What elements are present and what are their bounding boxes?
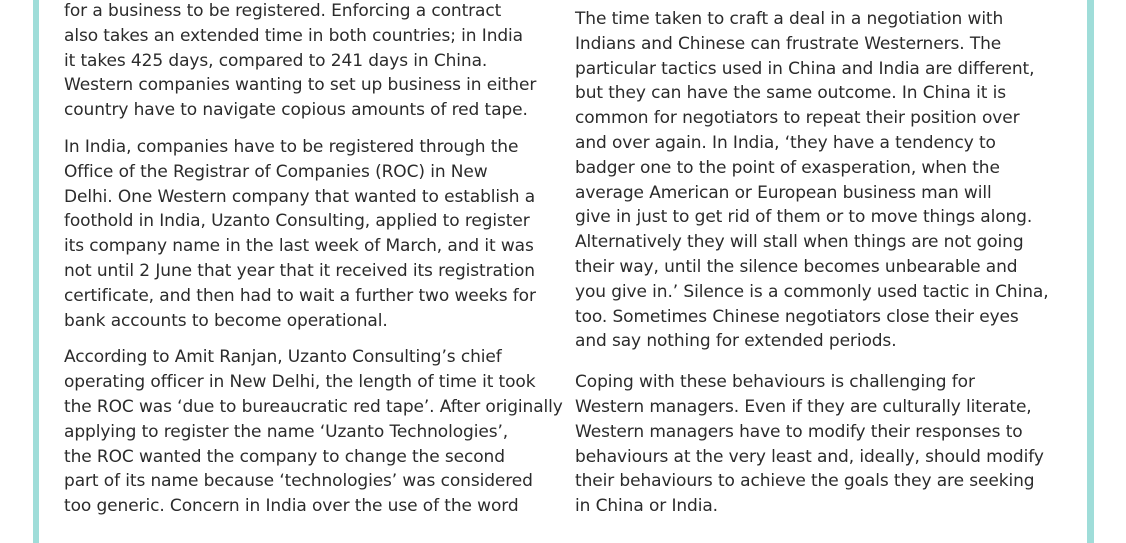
text-line: you give in.’ Silence is a commonly used tactic in China, — [575, 281, 1049, 302]
text-line: the ROC was ‘due to bureaucratic red tape’. After originally — [64, 396, 563, 417]
text-line: Office of the Registrar of Companies (ROC) in New — [64, 161, 488, 182]
text-line: behaviours at the very least and, ideally, should modify — [575, 446, 1044, 467]
paragraph — [64, 345, 563, 519]
text-line: According to Amit Ranjan, Uzanto Consulting’s chief — [64, 347, 502, 368]
text-line: The time taken to craft a deal in a negotiation with — [575, 9, 1004, 29]
paragraph — [64, 0, 554, 123]
text-line: foothold in India, Uzanto Consulting, applied to register — [64, 211, 530, 232]
text-line: operating officer in New Delhi, the length of time it took — [64, 372, 536, 393]
text-line: particular tactics used in China and India are different, — [575, 58, 1035, 79]
text-line: Western companies wanting to set up business in either — [64, 75, 537, 96]
text-line: Delhi. One Western company that wanted to establish a — [64, 186, 536, 207]
text-line: their way, until the silence becomes unbearable and — [575, 256, 1018, 277]
text-line: in China or India. — [575, 496, 718, 517]
text-line: Western managers have to modify their responses to — [575, 421, 1023, 442]
left-border-rule — [33, 0, 39, 543]
text-line: part of its name because ‘technologies’ was considered — [64, 471, 533, 492]
text-line: badger one to the point of exasperation, when the — [575, 157, 1000, 178]
text-line: too generic. Concern in India over the use of the word — [64, 496, 519, 517]
text-line: common for negotiators to repeat their position over — [575, 108, 1020, 129]
text-line: Alternatively they will stall when things are not going — [575, 232, 1024, 253]
text-line: the ROC wanted the company to change the second — [64, 446, 505, 467]
text-line: Indians and Chinese can frustrate Westerners. The — [575, 33, 1002, 54]
text-line: applying to register the name ‘Uzanto Technologies’, — [64, 421, 509, 442]
left-column — [64, 0, 563, 531]
text-line: not until 2 June that year that it received its registration — [64, 260, 535, 281]
text-line: and say nothing for extended periods. — [575, 331, 897, 352]
text-line: Western managers. Even if they are culturally literate, — [575, 396, 1032, 417]
text-line: it takes 425 days, compared to 241 days in China. — [64, 50, 488, 71]
text-line: average American or European business man will — [575, 182, 992, 203]
text-line: and over again. In India, ‘they have a tendency to — [575, 132, 996, 153]
right-border-rule — [1087, 0, 1094, 543]
paragraph — [575, 7, 1065, 354]
text-line: their behaviours to achieve the goals they are seeking — [575, 471, 1035, 492]
text-line: certificate, and then had to wait a further two weeks for — [64, 285, 536, 306]
text-line: Coping with these behaviours is challenging for — [575, 372, 975, 393]
paragraph — [575, 370, 1065, 519]
text-line: but they can have the same outcome. In China it is — [575, 83, 1006, 104]
text-line: In India, companies have to be registered through the — [64, 136, 519, 157]
text-line: also takes an extended time in both countries; in India — [64, 25, 523, 46]
text-line: country have to navigate copious amounts of red tape. — [64, 100, 528, 121]
text-line: bank accounts to become operational. — [64, 310, 388, 331]
text-line: for a business to be registered. Enforcing a contract — [64, 1, 502, 21]
text-line: too. Sometimes Chinese negotiators close their eyes — [575, 306, 1019, 327]
text-line: its company name in the last week of March, and it was — [64, 236, 534, 257]
right-column — [575, 7, 1065, 535]
text-line: give in just to get rid of them or to move things along. — [575, 207, 1033, 228]
paragraph — [64, 135, 554, 333]
